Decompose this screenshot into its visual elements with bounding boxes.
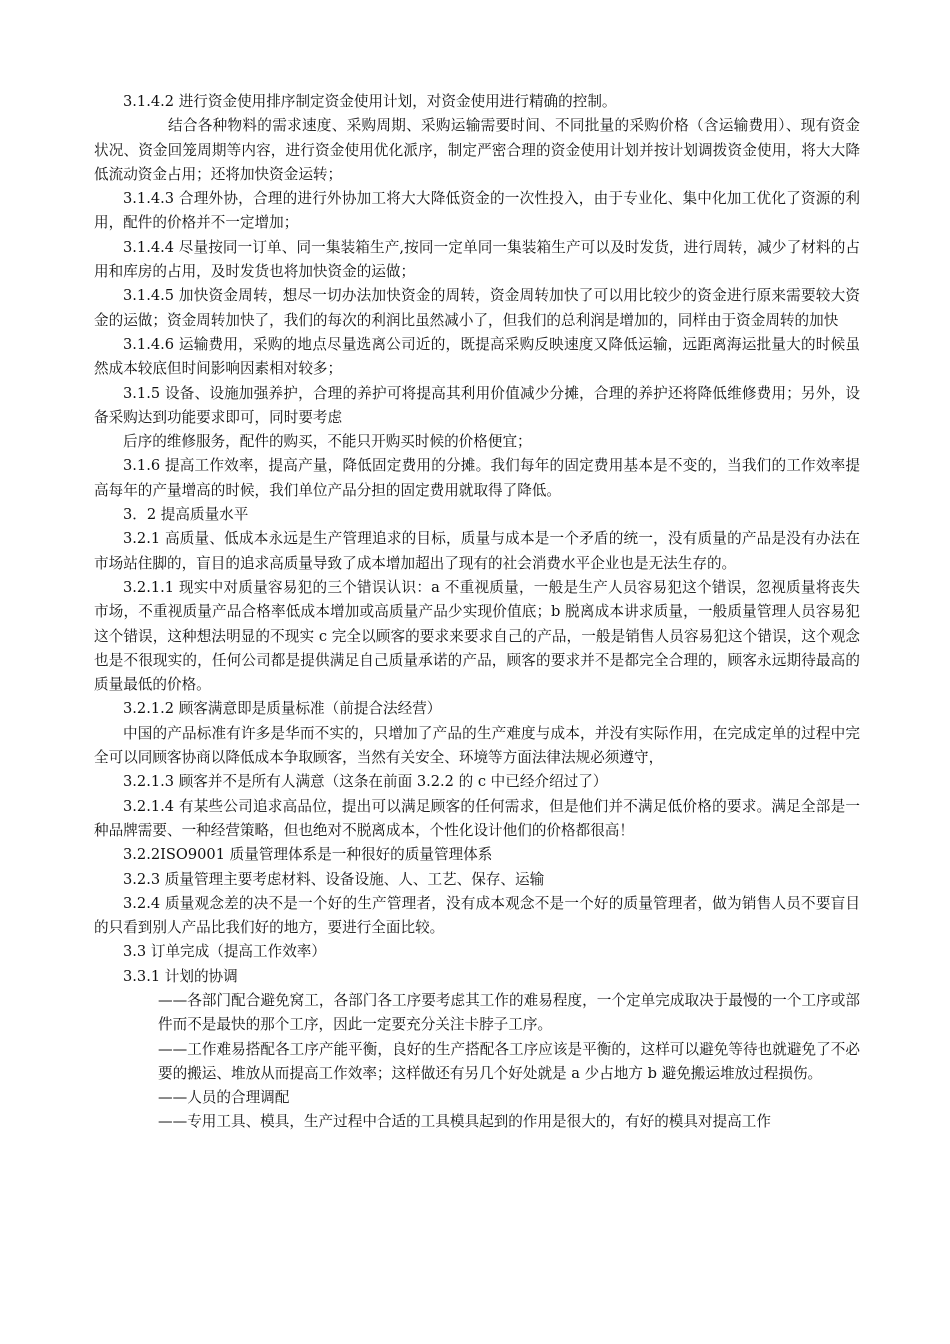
bullet-capacity-balance: ——工作难易搭配各工序产能平衡，良好的生产搭配各工序应该是平衡的，这样可以避免等待也就避免了不必要的搬运、堆放从而提高工作效率；这样做还有另几个好处就是 a 少占地方 b 避免搬运堆放过程损伤。 [158,1040,860,1082]
paragraph-3-1-4-6: 3.1.4.6 运输费用，采购的地点尽量选离公司近的，既提高采购反映速度又降低运输，远距离海运批量大的时候虽然成本较底但时间影响因素相对较多； [94,335,860,378]
paragraph-3-1-5: 3.1.5 设备、设施加强养护，合理的养护可将提高其利用价值减少分摊，合理的养护还将降低维修费用；另外，设备采购达到功能要求即可，同时要考虑 [94,384,860,426]
paragraph-3-1-4-5: 3.1.4.5 加快资金周转，想尽一切办法加快资金的周转，资金周转加快了可以用比较少的资金进行原来需要较大资金的运做；资金周转加快了，我们的每次的利润比虽然减小了，但我们的总利润是增加的，同样由于资金周转的加快 [94,287,860,329]
paragraph-product-standard: 中国的产品标准有许多是华而不实的，只增加了产品的生产难度与成本，并没有实际作用，在完成定单的过程中完全可以同顾客协商以降低成本争取顾客，当然有关安全、环境等方面法律法规必须遵守， [94,724,860,767]
paragraph-3-2-1-3: 3.2.1.3 顾客并不是所有人满意（这条在前面 3.2.2 的 c 中已经介绍过了） [123,773,608,791]
heading-3-3: 3.3 订单完成（提高工作效率） [123,943,326,961]
paragraph-3-2-1-1: 3.2.1.1 现实中对质量容易犯的三个错误认识：a 不重视质量，一般是生产人员容易犯这个错误，忽视质量将丧失市场，不重视质量产品合格率低成本增加或高质量产品少实现价值底；b 脱离成本讲求质量，一般质量管理人员容易犯这个错误，这种想法明显的不现实 c 完全以顾客的要求来要求自己的产品，一般是销售人员容易犯这个错误，这个观念也是不很现实的，任何公司都是提供满足自己质量承诺的产品，顾客的要求并不是都完全合理的，顾客永远期待最高的质量最低的价格。 [94,578,860,694]
paragraph-3-2-3: 3.2.3 质量管理主要考虑材料、设备设施、人、工艺、保存、运输 [123,870,545,888]
bullet-coordination: ——各部门配合避免窝工，各部门各工序要考虑其工作的难易程度，一个定单完成取决于最慢的一个工序或部件而不是最快的那个工序，因此一定要充分关注卡脖子工序。 [158,991,860,1034]
paragraph-3-2-1-2: 3.2.1.2 顾客满意即是质量标准（前提合法经营） [123,700,442,718]
heading-3-2: 3．2 提高质量水平 [123,506,249,524]
paragraph-3-1-4-3: 3.1.4.3 合理外协，合理的进行外协加工将大大降低资金的一次性投入，由于专业化、集中化加工优化了资源的利用，配件的价格并不一定增加； [94,190,860,232]
paragraph-3-1-4-2: 3.1.4.2 进行资金使用排序制定资金使用计划，对资金使用进行精确的控制。 [123,93,617,110]
paragraph-3-2-4: 3.2.4 质量观念差的决不是一个好的生产管理者，没有成本观念不是一个好的质量管理者，做为销售人员不要盲目的只看到别人产品比我们好的地方，要进行全面比较。 [94,894,860,937]
paragraph-3-1-6: 3.1.6 提高工作效率，提高产量，降低固定费用的分摊。我们每年的固定费用基本是不变的，当我们的工作效率提高每年的产量增高的时候，我们单位产品分担的固定费用就取得了降低。 [94,457,860,499]
document-page [94,90,860,1135]
heading-3-3-1: 3.3.1 计划的协调 [123,967,238,985]
paragraph-3-2-1-4: 3.2.1.4 有某些公司追求高品位，提出可以满足顾客的任何需求，但是他们并不满足低价格的要求。满足全部是一种品牌需要、一种经营策略，但也绝对不脱离成本，个性化设计他们的价格都很高！ [94,797,860,839]
paragraph-3-1-4-4: 3.1.4.4 尽量按同一订单、同一集装箱生产,按同一定单同一集装箱生产可以及时发货，进行周转，减少了材料的占用和库房的占用，及时发货也将加快资金的运做； [94,238,860,281]
bullet-tools-molds: ——专用工具、模具，生产过程中合适的工具模具起到的作用是很大的，有好的模具对提高工作 [158,1113,771,1131]
paragraph-3-2-1: 3.2.1 高质量、低成本永远是生产管理追求的目标，质量与成本是一个矛盾的统一，没有质量的产品是没有办法在市场站住脚的，盲目的追求高质量导致了成本增加超出了现有的社会消费水平企业也是无法生存的。 [94,530,860,572]
bullet-staffing: ——人员的合理调配 [158,1089,290,1107]
paragraph-fund-plan: 结合各种物料的需求速度、采购周期、采购运输需要时间、不同批量的采购价格（含运输费用）、现有资金状况、资金回笼周期等内容，进行资金使用优化派序，制定严密合理的资金使用计划并按计划调拨资金使用，将大大降低流动资金占用；还将加快资金运转； [94,117,860,183]
paragraph-3-2-2: 3.2.2ISO9001 质量管理体系是一种很好的质量管理体系 [123,846,493,864]
paragraph-maintenance-service: 后序的维修服务，配件的购买，不能只开购买时候的价格便宜； [123,433,532,451]
